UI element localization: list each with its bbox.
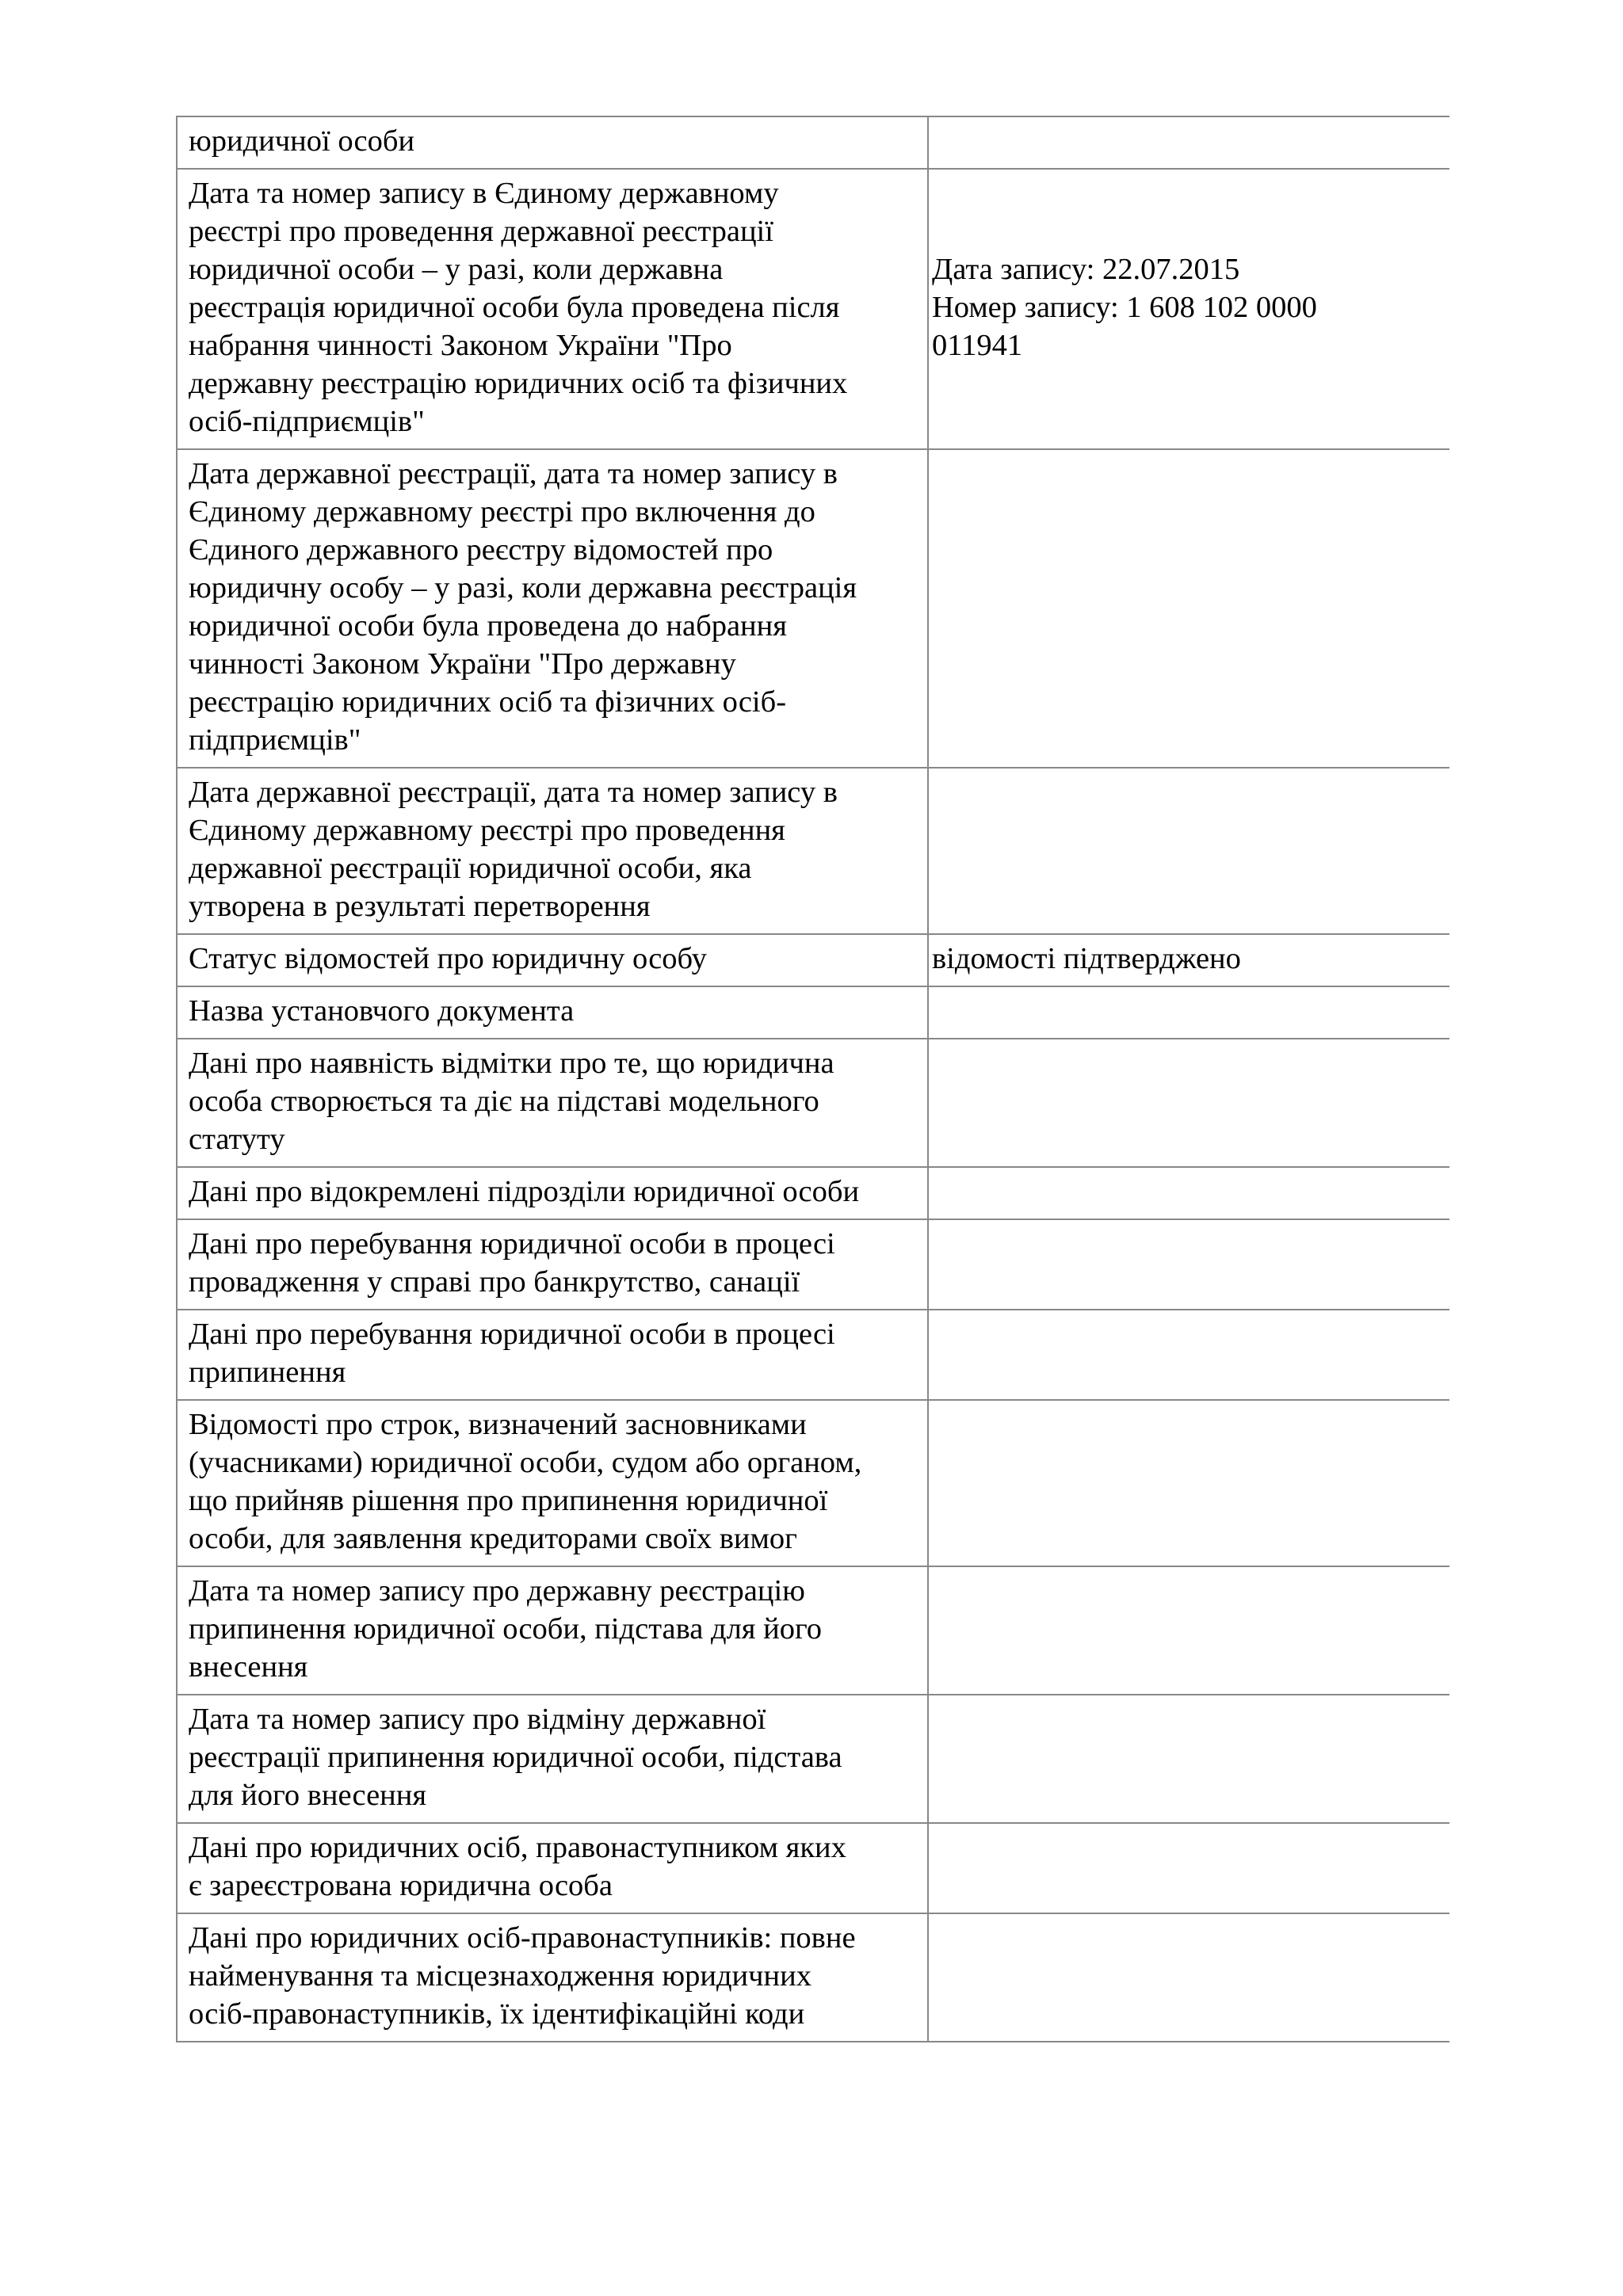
table-row <box>177 1039 1449 1167</box>
field-label: Дата державної реєстрації, дата та номер запису в Єдиному державному реєстрі про включення до Єдиного державного реєстру відомостей про юридичну особу – у разі, коли державна реєстрація юридичної особи була проведена до набрання чинності Законом України "Про державну реєстрацію юридичних осіб та фізичних осіб- підприємців" <box>177 449 928 768</box>
field-value <box>928 1566 1449 1695</box>
field-value <box>928 1310 1449 1400</box>
table-row <box>177 1695 1449 1823</box>
field-label: Дані про відокремлені підрозділи юридичної особи <box>177 1167 928 1219</box>
field-label: Дані про юридичних осіб-правонаступників: повне найменування та місцезнаходження юридичних осіб-правонаступників, їх ідентифікаційні коди <box>177 1913 928 2042</box>
field-label: Дата та номер запису про відміну державної реєстрації припинення юридичної особи, підстава для його внесення <box>177 1695 928 1823</box>
table-row <box>177 1823 1449 1913</box>
field-value <box>928 1913 1449 2042</box>
field-label: Відомості про строк, визначений засновниками (учасниками) юридичної особи, судом або органом, що прийняв рішення про припинення юридичної особи, для заявлення кредиторами своїх вимог <box>177 1400 928 1566</box>
table-row <box>177 1913 1449 2042</box>
table-row <box>177 169 1449 449</box>
field-value <box>928 986 1449 1039</box>
field-label: Дані про наявність відмітки про те, що юридична особа створюється та діє на підставі модельного статуту <box>177 1039 928 1167</box>
table-row <box>177 116 1449 169</box>
table-row <box>177 1310 1449 1400</box>
field-label: Дані про перебування юридичної особи в процесі припинення <box>177 1310 928 1400</box>
field-label: Дані про юридичних осіб, правонаступником яких є зареєстрована юридична особа <box>177 1823 928 1913</box>
field-label: Дата та номер запису в Єдиному державному реєстрі про проведення державної реєстрації юридичної особи – у разі, коли державна реєстрація юридичної особи була проведена після набрання чинності Законом України "Про державну реєстрацію юридичних осіб та фізичних осіб-підприємців" <box>177 169 928 449</box>
field-label: юридичної особи <box>177 116 928 169</box>
table-row <box>177 934 1449 986</box>
table-row <box>177 768 1449 934</box>
table-row <box>177 1400 1449 1566</box>
field-value <box>928 768 1449 934</box>
field-value: відомості підтверджено <box>928 934 1449 986</box>
field-label: Назва установчого документа <box>177 986 928 1039</box>
field-value <box>928 1695 1449 1823</box>
table-row <box>177 986 1449 1039</box>
table-row <box>177 449 1449 768</box>
table-row <box>177 1566 1449 1695</box>
field-value <box>928 1219 1449 1310</box>
registry-record-table <box>176 116 1449 2042</box>
field-value <box>928 1400 1449 1566</box>
field-value <box>928 1167 1449 1219</box>
record-table-body <box>177 116 1449 2042</box>
field-value <box>928 449 1449 768</box>
field-value: Дата запису: 22.07.2015 Номер запису: 1 608 102 0000 011941 <box>928 169 1449 449</box>
field-label: Дата державної реєстрації, дата та номер запису в Єдиному державному реєстрі про проведення державної реєстрації юридичної особи, яка утворена в результаті перетворення <box>177 768 928 934</box>
field-value <box>928 116 1449 169</box>
field-value <box>928 1039 1449 1167</box>
field-value <box>928 1823 1449 1913</box>
field-label: Дата та номер запису про державну реєстрацію припинення юридичної особи, підстава для його внесення <box>177 1566 928 1695</box>
table-row <box>177 1219 1449 1310</box>
table-row <box>177 1167 1449 1219</box>
field-label: Статус відомостей про юридичну особу <box>177 934 928 986</box>
field-label: Дані про перебування юридичної особи в процесі провадження у справі про банкрутство, санації <box>177 1219 928 1310</box>
